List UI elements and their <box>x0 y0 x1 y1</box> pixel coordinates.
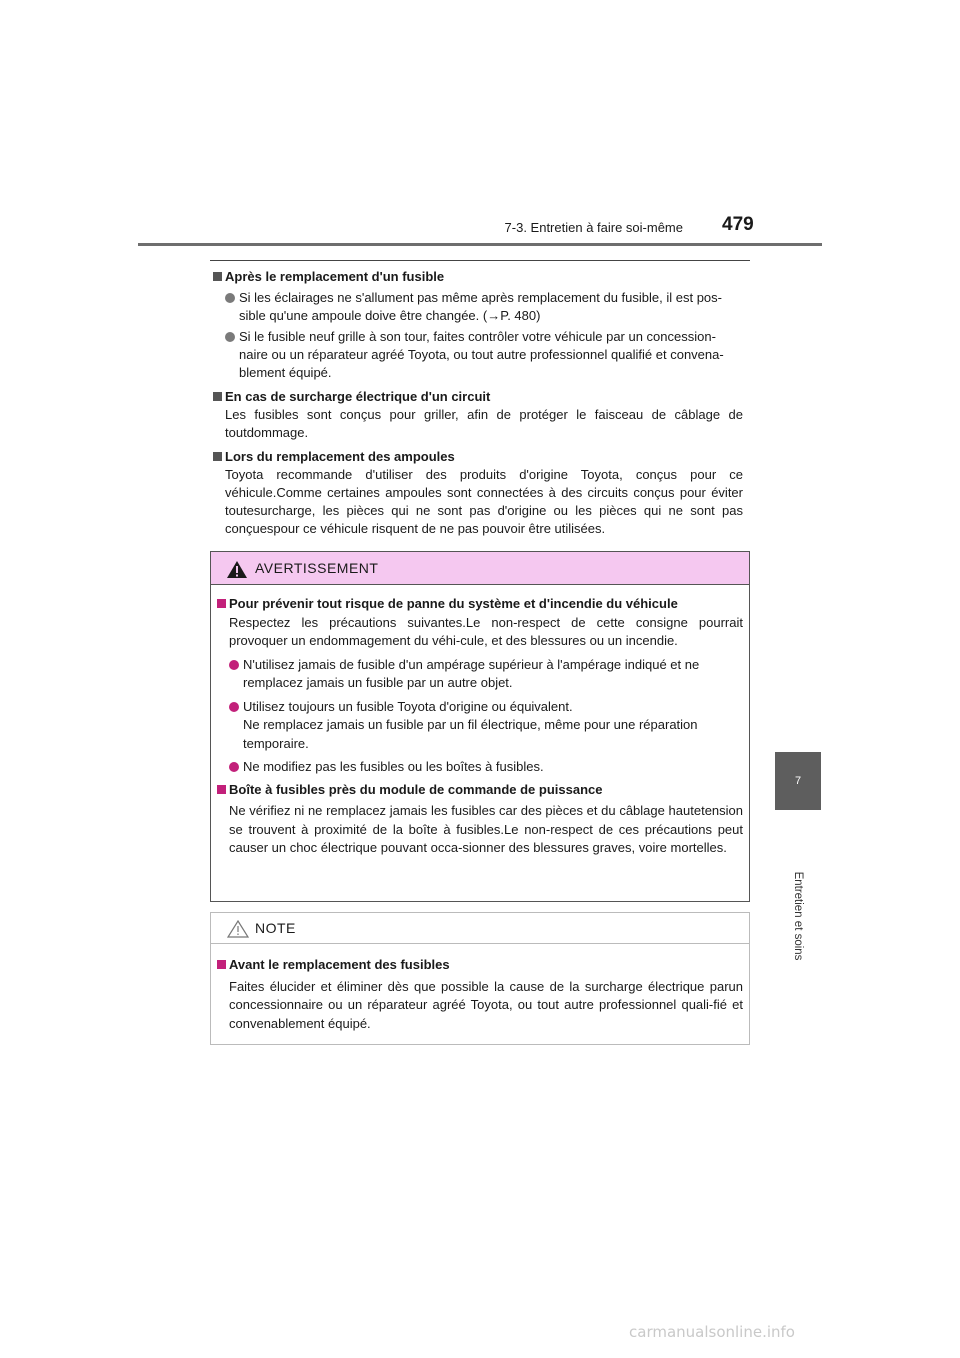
main-content <box>213 268 743 544</box>
note-box <box>210 912 750 1045</box>
round-bullet-icon <box>225 293 235 303</box>
header-title: 7-3. Entretien à faire soi-même <box>504 220 683 235</box>
page-number: 479 <box>722 214 754 235</box>
section-body: Les fusibles sont conçus pour griller, afin de protéger le faisceau de câblage de toutdommage. <box>225 407 743 440</box>
list-item: N'utilisez jamais de fusible d'un ampérage supérieur à l'ampérage indiqué et ne remplacez jamais un fusible par un autre objet. <box>217 656 743 693</box>
list-item: Si les éclairages ne s'allument pas même après remplacement du fusible, il est pos- sible qu'une ampoule doive être changée. (→P. 480) <box>213 289 743 325</box>
section-body: Respectez les précautions suivantes.Le non-respect de cette consigne pourrait provoquer un endommagement du véhi-cule, et des blessures ou un incendie. <box>229 614 743 648</box>
section-heading: Après le remplacement d'un fusible <box>213 268 743 286</box>
round-bullet-icon <box>229 660 239 670</box>
warning-box <box>210 551 750 902</box>
content-top-rule <box>210 260 750 261</box>
section-body: Toyota recommande d'utiliser des produits d'origine Toyota, conçus pour ce véhicule.Comme certaines ampoules sont connectées à des circuits conçus pour éviter toutesurcharge, les pièces qui ne sont pas d'origine ou les pièces qui ne sont pas conçuespour ce véhicule risquent de ne pas pouvoir être utilisées. <box>225 467 743 536</box>
note-header <box>211 913 749 944</box>
section-body: Faites élucider et éliminer dès que possible la cause de la surcharge électrique parun concessionnaire ou un réparateur agréé Toyota, ou tout autre professionnel quali-fié et convenablement équipé. <box>229 978 743 1031</box>
list-item: Utilisez toujours un fusible Toyota d'origine ou équivalent. Ne remplacez jamais un fusible par un fil électrique, même pour une réparation temporaire. <box>217 698 743 754</box>
round-bullet-icon <box>225 332 235 342</box>
section-heading: Boîte à fusibles près du module de commande de puissance <box>217 781 743 800</box>
list-item: Si le fusible neuf grille à son tour, faites contrôler votre véhicule par un concession- naire ou un réparateur agréé Toyota, ou tout autre professionnel qualifié et convena- blement équipé. <box>213 328 743 382</box>
warning-triangle-icon <box>227 561 247 578</box>
square-bullet-icon <box>213 452 222 461</box>
square-bullet-icon <box>213 392 222 401</box>
square-bullet-icon <box>217 960 226 969</box>
note-title: NOTE <box>255 920 296 936</box>
caution-triangle-icon <box>227 920 249 938</box>
round-bullet-icon <box>229 762 239 772</box>
section-heading: Avant le remplacement des fusibles <box>217 956 743 975</box>
section-fuse-replacement <box>213 268 743 382</box>
section-bulb-replacement <box>213 448 743 538</box>
section-heading: Lors du remplacement des ampoules <box>213 448 743 466</box>
warning-header <box>211 552 749 585</box>
section-heading: En cas de surcharge électrique d'un circuit <box>213 388 743 406</box>
header-rule <box>138 243 822 246</box>
warning-body <box>217 595 743 858</box>
chapter-tab: 7 <box>775 752 821 810</box>
square-bullet-icon <box>217 785 226 794</box>
section-circuit-overload <box>213 388 743 442</box>
square-bullet-icon <box>217 599 226 608</box>
chapter-side-label: Entretien et soins <box>792 871 804 961</box>
note-body <box>217 956 743 1033</box>
section-heading: Pour prévenir tout risque de panne du système et d'incendie du véhicule <box>217 595 743 614</box>
round-bullet-icon <box>229 702 239 712</box>
warning-title: AVERTISSEMENT <box>255 560 379 576</box>
section-body: Ne vérifiez ni ne remplacez jamais les fusibles car des pièces et du câblage hautetension se trouvent à proximité de la boîte à fusibles.Le non-respect de ces précautions peut causer un choc électrique pouvant occa-sionner des blessures graves, voire mortelles. <box>229 803 744 855</box>
watermark: carmanualsonline.info <box>629 1323 795 1341</box>
square-bullet-icon <box>213 272 222 281</box>
list-item: Ne modifiez pas les fusibles ou les boîtes à fusibles. <box>217 758 743 777</box>
